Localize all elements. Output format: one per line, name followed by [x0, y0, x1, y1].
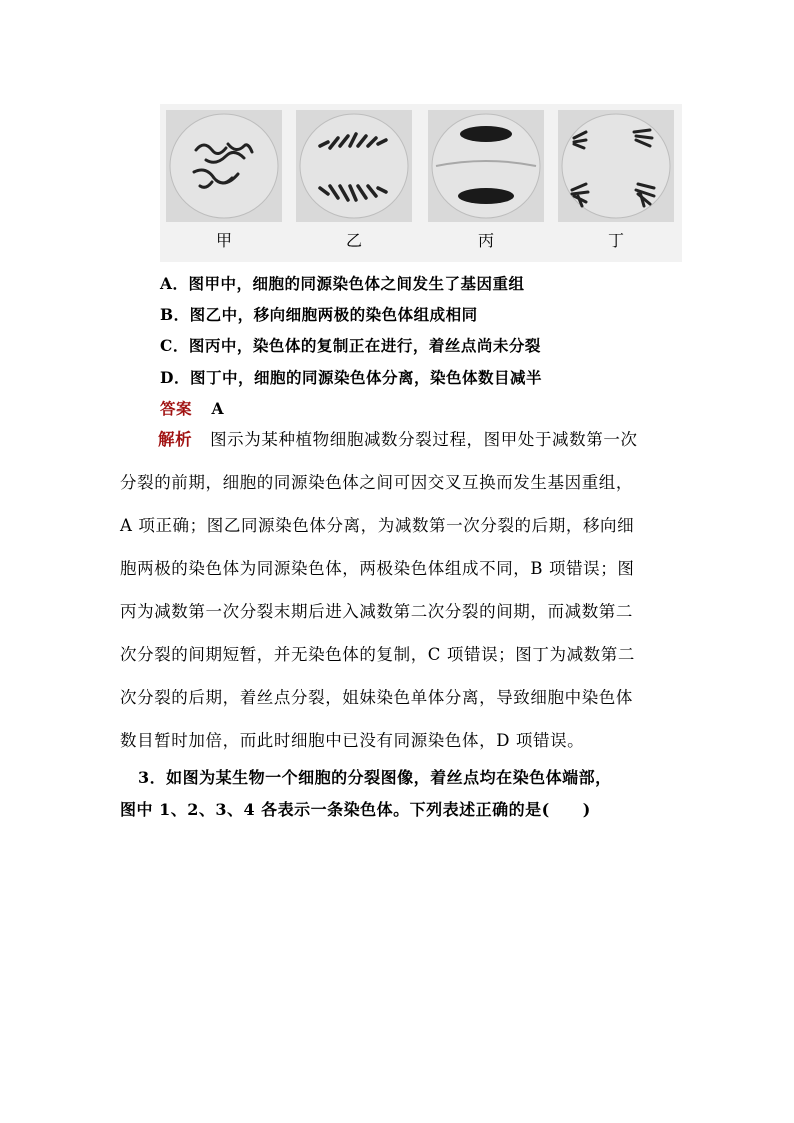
- question3-line-1: 3．如图为某生物一个细胞的分裂图像，着丝点均在染色体端部，: [138, 768, 612, 787]
- micrograph-ding: [558, 110, 674, 222]
- analysis-line-6: 次分裂的间期短暂，并无染色体的复制，C 项错误；图丁为减数第二: [120, 645, 635, 664]
- micrograph-bing: [428, 110, 544, 222]
- analysis-line-5: 丙为减数第一次分裂末期后进入减数第二次分裂的间期，而减数第二: [120, 602, 633, 621]
- analysis-line-7: 次分裂的后期，着丝点分裂，姐妹染色单体分离，导致细胞中染色体: [120, 688, 633, 707]
- micrograph-figure: [160, 104, 682, 262]
- micrograph-yi: [296, 110, 412, 222]
- answer-row: [160, 397, 224, 419]
- option-c: C．图丙中，染色体的复制正在进行，着丝点尚未分裂: [160, 336, 541, 355]
- micrograph-jia: [166, 110, 282, 222]
- label-jia: 甲: [215, 231, 232, 250]
- analysis-block: [120, 418, 680, 762]
- answer-value: A: [211, 399, 224, 418]
- analysis-line-3: A 项正确；图乙同源染色体分离，为减数第一次分裂的后期，移向细: [120, 516, 635, 535]
- analysis-label: 解析: [158, 430, 193, 449]
- option-a: A．图甲中，细胞的同源染色体之间发生了基因重组: [160, 274, 525, 293]
- label-yi: 乙: [345, 231, 362, 250]
- answer-label: 答案: [160, 399, 193, 418]
- label-bing: 丙: [477, 231, 494, 250]
- question3-line-2: 图中 1、2、3、4 各表示一条染色体。下列表述正确的是( ): [120, 800, 591, 819]
- analysis-line-4: 胞两极的染色体为同源染色体，两极染色体组成不同，B 项错误；图: [120, 559, 635, 578]
- label-ding: 丁: [607, 231, 624, 250]
- option-b: B．图乙中，移向细胞两极的染色体组成相同: [160, 305, 478, 324]
- analysis-line-1: 解析 图示为某种植物细胞减数分裂过程，图甲处于减数第一次: [158, 430, 638, 449]
- option-d: D．图丁中，细胞的同源染色体分离，染色体数目减半: [160, 368, 542, 387]
- analysis-line-8: 数目暂时加倍，而此时细胞中已没有同源染色体，D 项错误。: [120, 731, 585, 750]
- analysis-line-2: 分裂的前期，细胞的同源染色体之间可因交叉互换而发生基因重组，: [120, 473, 633, 492]
